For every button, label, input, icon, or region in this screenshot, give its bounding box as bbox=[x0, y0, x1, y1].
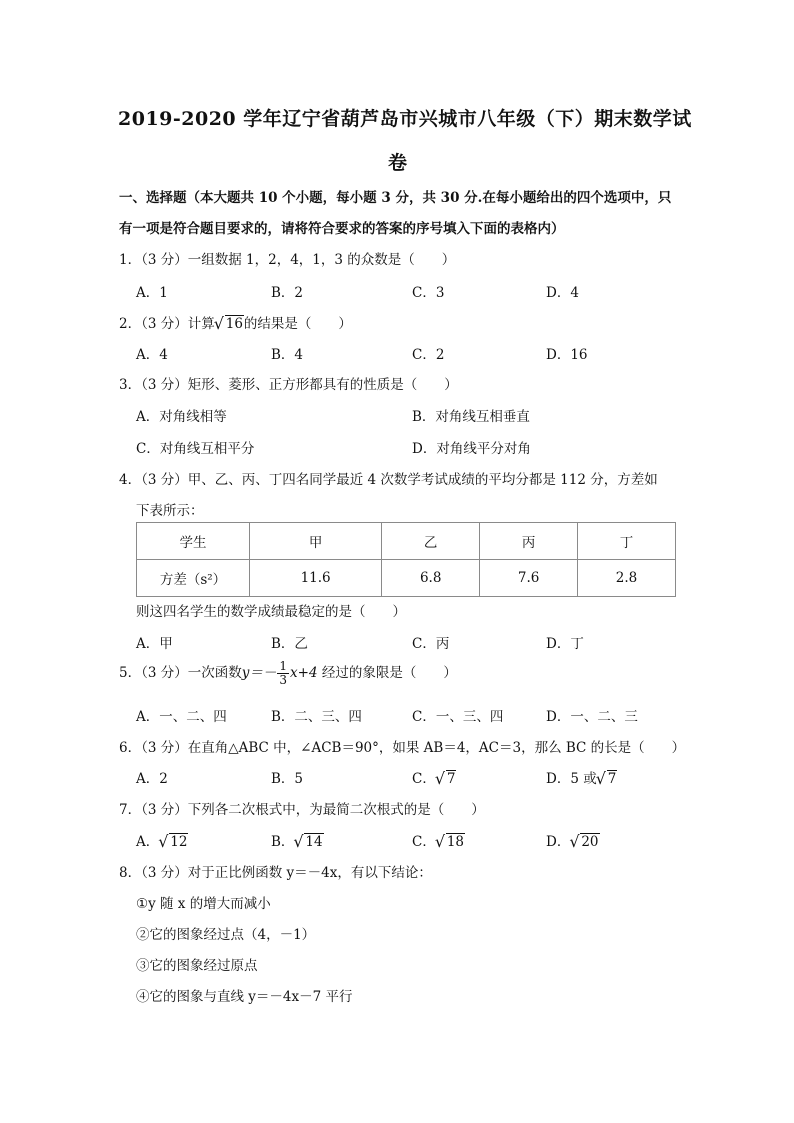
q6-option-c-prefix: C． bbox=[412, 771, 436, 787]
section-heading-line1: 一、选择题（本大题共 10 个小题，每小题 3 分，共 30 分.在每小题给出的四个选项中，只 bbox=[119, 190, 672, 206]
q8-statement-4: ④它的图象与直线 y＝－4x－7 平行 bbox=[136, 989, 353, 1005]
q7-option-d bbox=[546, 830, 600, 850]
q7-option-b-sqrt bbox=[294, 834, 323, 850]
table-header-cell: 学生 bbox=[137, 523, 250, 560]
q5-option-a: A．一、二、四 bbox=[136, 709, 227, 725]
q7-option-b-radicand: 14 bbox=[305, 834, 323, 850]
table-header-cell: 甲 bbox=[250, 523, 382, 560]
table-cell: 6.8 bbox=[382, 560, 480, 597]
q6-option-c-sqrt bbox=[436, 771, 457, 787]
q7-option-a-radicand: 12 bbox=[170, 834, 188, 850]
q7-option-c-prefix: C． bbox=[412, 834, 436, 850]
q3-option-b: B．对角线互相垂直 bbox=[412, 409, 530, 425]
q5-function-tail: x+4 bbox=[290, 665, 318, 681]
table-header-cell: 丁 bbox=[578, 523, 676, 560]
q7-option-a-sqrt bbox=[159, 834, 188, 850]
table-cell: 2.8 bbox=[578, 560, 676, 597]
q7-option-a-prefix: A． bbox=[136, 834, 160, 850]
q5-fraction-denominator: 3 bbox=[279, 673, 288, 687]
table-header-cell: 乙 bbox=[382, 523, 480, 560]
q7-option-c-sqrt bbox=[436, 834, 465, 850]
q6-option-c bbox=[412, 767, 456, 787]
q6-option-d-radicand: 7 bbox=[607, 771, 617, 787]
q2-stem-post: 的结果是（ ） bbox=[243, 316, 352, 332]
q4-option-b: B．乙 bbox=[271, 636, 308, 652]
q1-option-a: A．1 bbox=[136, 285, 168, 301]
document-title-line1: 2019-2020 学年辽宁省葫芦岛市兴城市八年级（下）期末数学试 bbox=[118, 108, 692, 130]
q4-stem-line2: 下表所示： bbox=[136, 503, 204, 519]
q6-option-d-sqrt bbox=[597, 771, 618, 787]
q5-option-d: D．一、二、三 bbox=[546, 709, 638, 725]
q4-question: 则这四名学生的数学成绩最稳定的是（ ） bbox=[136, 604, 406, 620]
q3-stem: 3．（3 分）矩形、菱形、正方形都具有的性质是（ ） bbox=[119, 377, 458, 393]
table-cell: 7.6 bbox=[480, 560, 578, 597]
q2-option-b: B．4 bbox=[271, 347, 304, 363]
q7-option-d-prefix: D． bbox=[546, 834, 571, 850]
q4-option-c: C．丙 bbox=[412, 636, 450, 652]
q3-option-d: D．对角线平分对角 bbox=[412, 441, 531, 457]
q2-option-a: A．4 bbox=[136, 347, 168, 363]
q2-sqrt bbox=[215, 316, 244, 332]
section-heading-line2: 有一项是符合题目要求的，请将符合要求的答案的序号填入下面的表格内） bbox=[119, 221, 565, 237]
q5-stem-pre: 5．（3 分）一次函数 bbox=[119, 665, 242, 681]
q5-fraction-numerator: 1 bbox=[279, 659, 288, 673]
q3-option-a: A．对角线相等 bbox=[136, 409, 227, 425]
variance-table bbox=[136, 522, 676, 597]
q2-option-c: C．2 bbox=[412, 347, 445, 363]
q7-option-b-prefix: B． bbox=[271, 834, 295, 850]
q7-option-b bbox=[271, 830, 324, 850]
q4-option-a: A．甲 bbox=[136, 636, 173, 652]
q4-option-d: D．丁 bbox=[546, 636, 584, 652]
q2-option-d: D．16 bbox=[546, 347, 588, 363]
table-header-row bbox=[137, 523, 676, 560]
q8-stem: 8．（3 分）对于正比例函数 y＝－4x，有以下结论： bbox=[119, 865, 432, 881]
q1-option-d: D．4 bbox=[546, 285, 579, 301]
q5-function-lhs: y＝－ bbox=[241, 665, 277, 681]
q2-stem-pre: 2．（3 分）计算 bbox=[119, 316, 215, 332]
q5-option-b: B．二、三、四 bbox=[271, 709, 362, 725]
q7-option-d-sqrt bbox=[570, 834, 599, 850]
q6-option-a: A．2 bbox=[136, 771, 168, 787]
q1-stem: 1．（3 分）一组数据 1，2，4，1，3 的众数是（ ） bbox=[119, 252, 456, 268]
q1-option-c: C．3 bbox=[412, 285, 445, 301]
q4-stem-line1: 4．（3 分）甲、乙、丙、丁四名同学最近 4 次数学考试成绩的平均分都是 112 分，方差如 bbox=[119, 472, 658, 488]
q7-option-a bbox=[136, 830, 188, 850]
q7-option-c-radicand: 18 bbox=[446, 834, 465, 850]
q7-option-c bbox=[412, 830, 465, 850]
q5-option-c: C．一、三、四 bbox=[412, 709, 504, 725]
q1-option-b: B．2 bbox=[271, 285, 304, 301]
table-row-label: 方差（s²） bbox=[137, 560, 250, 597]
q8-statement-2: ②它的图象经过点（4，－1） bbox=[136, 927, 316, 943]
q8-statement-1: ①y 随 x 的增大而减小 bbox=[136, 896, 271, 912]
q6-option-b: B．5 bbox=[271, 771, 304, 787]
q5-fraction bbox=[277, 660, 289, 687]
q6-option-d-prefix: D．5 或 bbox=[546, 771, 597, 787]
table-header-cell: 丙 bbox=[480, 523, 578, 560]
q2-radicand: 16 bbox=[225, 316, 243, 332]
q3-option-c: C．对角线互相平分 bbox=[136, 441, 255, 457]
q5-stem-post: 经过的象限是（ ） bbox=[317, 665, 457, 681]
q8-statement-3: ③它的图象经过原点 bbox=[136, 958, 258, 974]
table-cell: 11.6 bbox=[250, 560, 382, 597]
q5-stem bbox=[119, 660, 457, 687]
document-title-line2: 卷 bbox=[388, 152, 408, 174]
q6-option-d bbox=[546, 767, 617, 787]
q7-stem: 7．（3 分）下列各二次根式中，为最简二次根式的是（ ） bbox=[119, 802, 485, 818]
q2-stem bbox=[119, 312, 352, 332]
table-row bbox=[137, 560, 676, 597]
q6-stem: 6．（3 分）在直角△ABC 中，∠ACB＝90°，如果 AB＝4，AC＝3，那么 BC 的长是（ ） bbox=[119, 740, 686, 756]
q6-option-c-radicand: 7 bbox=[446, 771, 456, 787]
q7-option-d-radicand: 20 bbox=[581, 834, 599, 850]
